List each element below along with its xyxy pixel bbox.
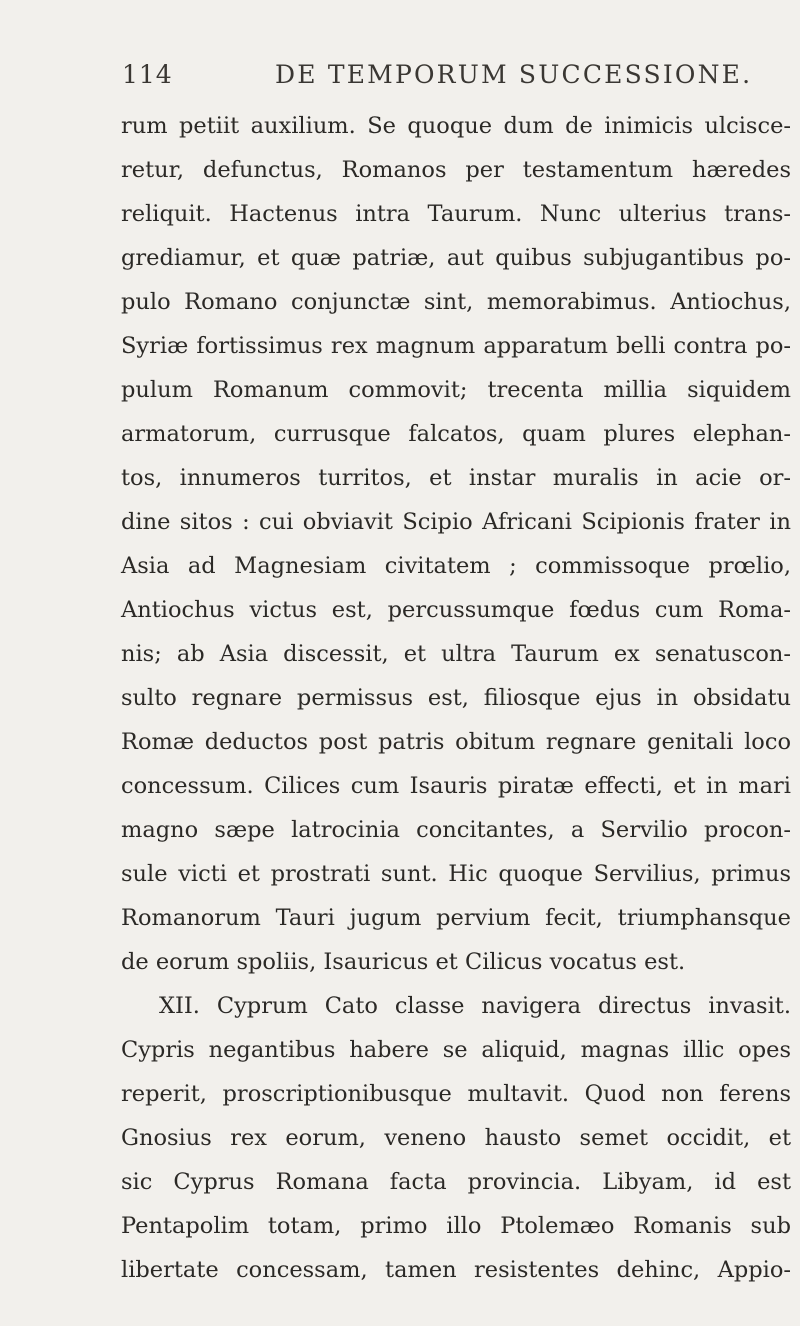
- section-start-line: XII. Cyprum Cato classe navigera directus invasit.: [159, 993, 791, 1019]
- page-number: 114: [122, 60, 173, 89]
- text-line: concessum. Cilices cum Isauris piratæ effecti, et in mari: [121, 773, 791, 799]
- text-line: grediamur, et quæ patriæ, aut quibus subjugantibus po-: [121, 245, 791, 271]
- text-line: Romanorum Tauri jugum pervium fecit, triumphansque: [121, 905, 791, 931]
- text-line: retur, defunctus, Romanos per testamentum hæredes: [121, 157, 791, 183]
- text-line: reliquit. Hactenus intra Taurum. Nunc ulterius trans-: [121, 201, 791, 227]
- text-line: armatorum, currusque falcatos, quam plures elephan-: [121, 421, 791, 447]
- text-line: Cypris negantibus habere se aliquid, magnas illic opes: [121, 1037, 791, 1063]
- text-line: Pentapolim totam, primo illo Ptolemæo Romanis sub: [121, 1213, 791, 1239]
- body-text: [121, 104, 791, 1292]
- text-line: reperit, proscriptionibusque multavit. Quod non ferens: [121, 1081, 791, 1107]
- running-head: [120, 60, 800, 100]
- text-line: Gnosius rex eorum, veneno hausto semet occidit, et: [121, 1125, 791, 1151]
- text-line: pulum Romanum commovit; trecenta millia siquidem: [121, 377, 791, 403]
- text-line: magno sæpe latrocinia concitantes, a Servilio procon-: [121, 817, 791, 843]
- text-line: tos, innumeros turritos, et instar muralis in acie or-: [121, 465, 791, 491]
- text-line: Antiochus victus est, percussumque fœdus cum Roma-: [121, 597, 791, 623]
- text-line: de eorum spoliis, Isauricus et Cilicus vocatus est.: [121, 949, 686, 975]
- text-line: Romæ deductos post patris obitum regnare genitali loco: [121, 729, 791, 755]
- text-line: sule victi et prostrati sunt. Hic quoque Servilius, primus: [121, 861, 791, 887]
- text-line: dine sitos : cui obviavit Scipio Africani Scipionis frater in: [121, 509, 791, 535]
- text-line: rum petiit auxilium. Se quoque dum de inimicis ulcisce-: [121, 113, 791, 139]
- text-line: Syriæ fortissimus rex magnum apparatum belli contra po-: [121, 333, 791, 359]
- text-line: nis; ab Asia discessit, et ultra Taurum ex senatuscon-: [121, 641, 791, 667]
- text-line: libertate concessam, tamen resistentes dehinc, Appio-: [121, 1257, 791, 1283]
- text-line: sic Cyprus Romana facta provincia. Libyam, id est: [121, 1169, 791, 1195]
- running-title: DE TEMPORUM SUCCESSIONE.: [275, 60, 753, 89]
- text-line: Asia ad Magnesiam civitatem ; commissoque prœlio,: [121, 553, 791, 579]
- text-line: sulto regnare permissus est, filiosque ejus in obsidatu: [121, 685, 791, 711]
- text-line: pulo Romano conjunctæ sint, memorabimus. Antiochus,: [121, 289, 791, 315]
